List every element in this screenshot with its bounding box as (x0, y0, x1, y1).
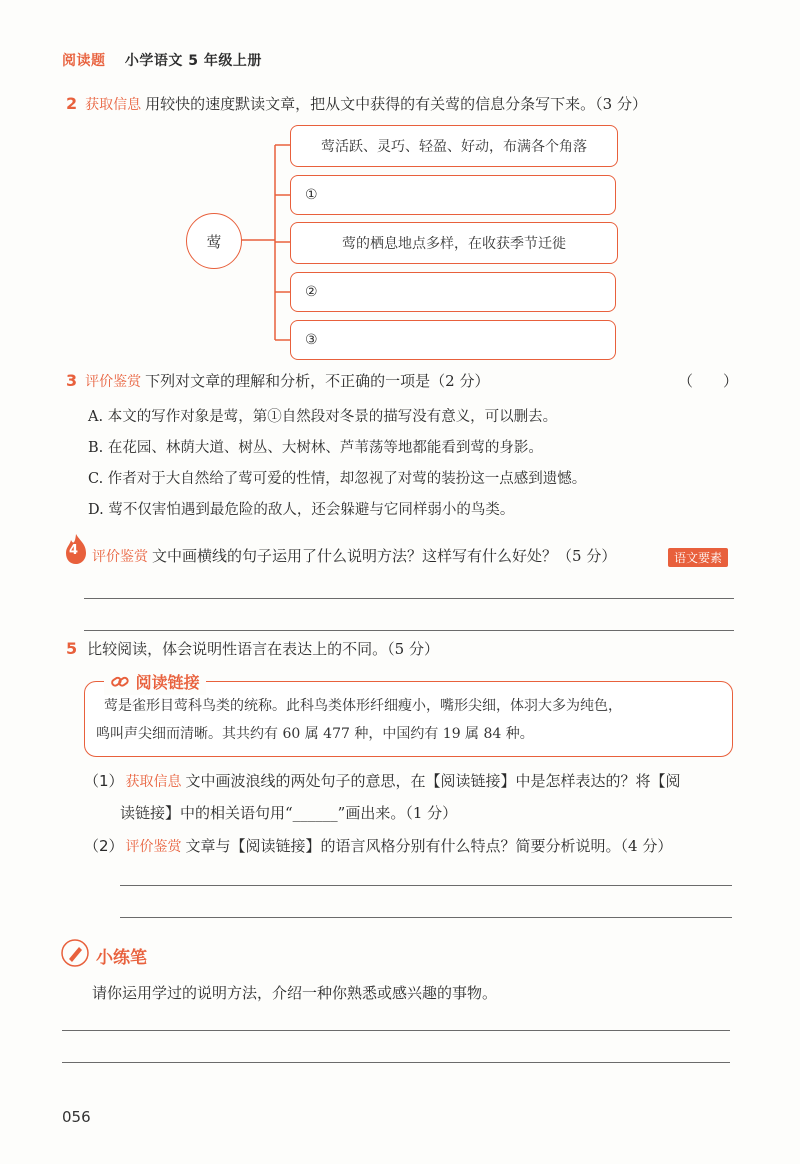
mindmap-box-answer-1[interactable]: ① (290, 175, 616, 215)
option-b[interactable]: B. 在花园、林荫大道、树丛、大树林、芦苇荡等地都能看到莺的身影。 (88, 440, 543, 456)
question-tag: 获取信息 (85, 97, 142, 113)
reading-link-title: 阅读链接 (135, 673, 200, 692)
mindmap-box-answer-2[interactable]: ② (290, 272, 616, 312)
practice-prompt: 请你运用学过的说明方法，介绍一种你熟悉或感兴趣的事物。 (92, 984, 498, 1002)
subquestion-number: （1） (84, 772, 124, 790)
question-5 (66, 638, 439, 660)
answer-line[interactable] (120, 917, 732, 918)
page-number: 056 (62, 1108, 91, 1126)
subquestion-1 (84, 770, 681, 793)
mindmap-box-3: 莺的栖息地点多样，在收获季节迁徙 (290, 222, 618, 264)
question-number: 2 (66, 94, 78, 113)
skill-badge: 语文要素 (668, 548, 728, 567)
practice-title: 小练笔 (96, 947, 147, 968)
question-tag: 评价鉴赏 (85, 374, 142, 390)
answer-paren[interactable]: （ ） (678, 372, 739, 390)
answer-line[interactable] (120, 885, 732, 886)
question-4 (84, 545, 616, 568)
question-text: 文中画波浪线的两处句子的意思，在【阅读链接】中是怎样表达的？将【阅 (185, 772, 681, 790)
answer-line[interactable] (62, 1030, 730, 1031)
question-3 (66, 370, 489, 393)
option-d[interactable]: D. 莺不仅害怕遇到最危险的敌人，还会躲避与它同样弱小的鸟类。 (88, 502, 515, 518)
question-text: 用较快的速度默读文章，把从文中获得的有关莺的信息分条写下来。（3 分） (145, 95, 647, 113)
question-number: 4 (69, 543, 79, 558)
question-text: 文中画横线的句子运用了什么说明方法？这样写有什么好处？（5 分） (152, 547, 617, 565)
reading-link-text-2: 鸣叫声尖细而清晰。其共约有 60 属 477 种，中国约有 19 属 84 种。 (96, 726, 534, 742)
reading-link-text-1: 莺是雀形目莺科鸟类的统称。此科鸟类体形纤细瘦小，嘴形尖细，体羽大多为纯色， (104, 698, 622, 714)
question-text: 比较阅读，体会说明性语言在表达上的不同。（5 分） (87, 640, 439, 658)
answer-line[interactable] (84, 630, 734, 631)
question-tag: 评价鉴赏 (92, 549, 148, 565)
question-number: 3 (66, 371, 78, 390)
option-c[interactable]: C. 作者对于大自然给了莺可爱的性情，却忽视了对莺的装扮这一点感到遗憾。 (88, 471, 587, 487)
mindmap-box-answer-3[interactable]: ③ (290, 320, 616, 360)
header-category: 阅读题 (62, 53, 106, 69)
question-tag: 获取信息 (125, 774, 182, 790)
question-number: 5 (66, 639, 78, 658)
practice-header (60, 938, 147, 972)
header-book: 小学语文 5 年级上册 (124, 53, 262, 69)
question-text: 文章与【阅读链接】的语言风格分别有什么特点？简要分析说明。（4 分） (185, 837, 673, 855)
subquestion-1-cont: 读链接】中的相关语句用“______”画出来。（1 分） (120, 804, 458, 822)
answer-line[interactable] (84, 598, 734, 599)
question-text: 下列对文章的理解和分析，不正确的一项是（2 分） (145, 372, 490, 390)
option-a[interactable]: A. 本文的写作对象是莺，第①自然段对冬景的描写没有意义，可以删去。 (88, 409, 558, 425)
link-icon (110, 673, 130, 695)
subquestion-2 (84, 835, 672, 858)
subquestion-number: （2） (84, 837, 124, 855)
mindmap-box-1: 莺活跃、灵巧、轻盈、好动，布满各个角落 (290, 125, 618, 167)
pen-icon (60, 938, 92, 972)
answer-line[interactable] (62, 1062, 730, 1063)
mindmap-center: 莺 (186, 213, 242, 269)
question-tag: 评价鉴赏 (125, 839, 182, 855)
reading-link-header (104, 670, 206, 695)
